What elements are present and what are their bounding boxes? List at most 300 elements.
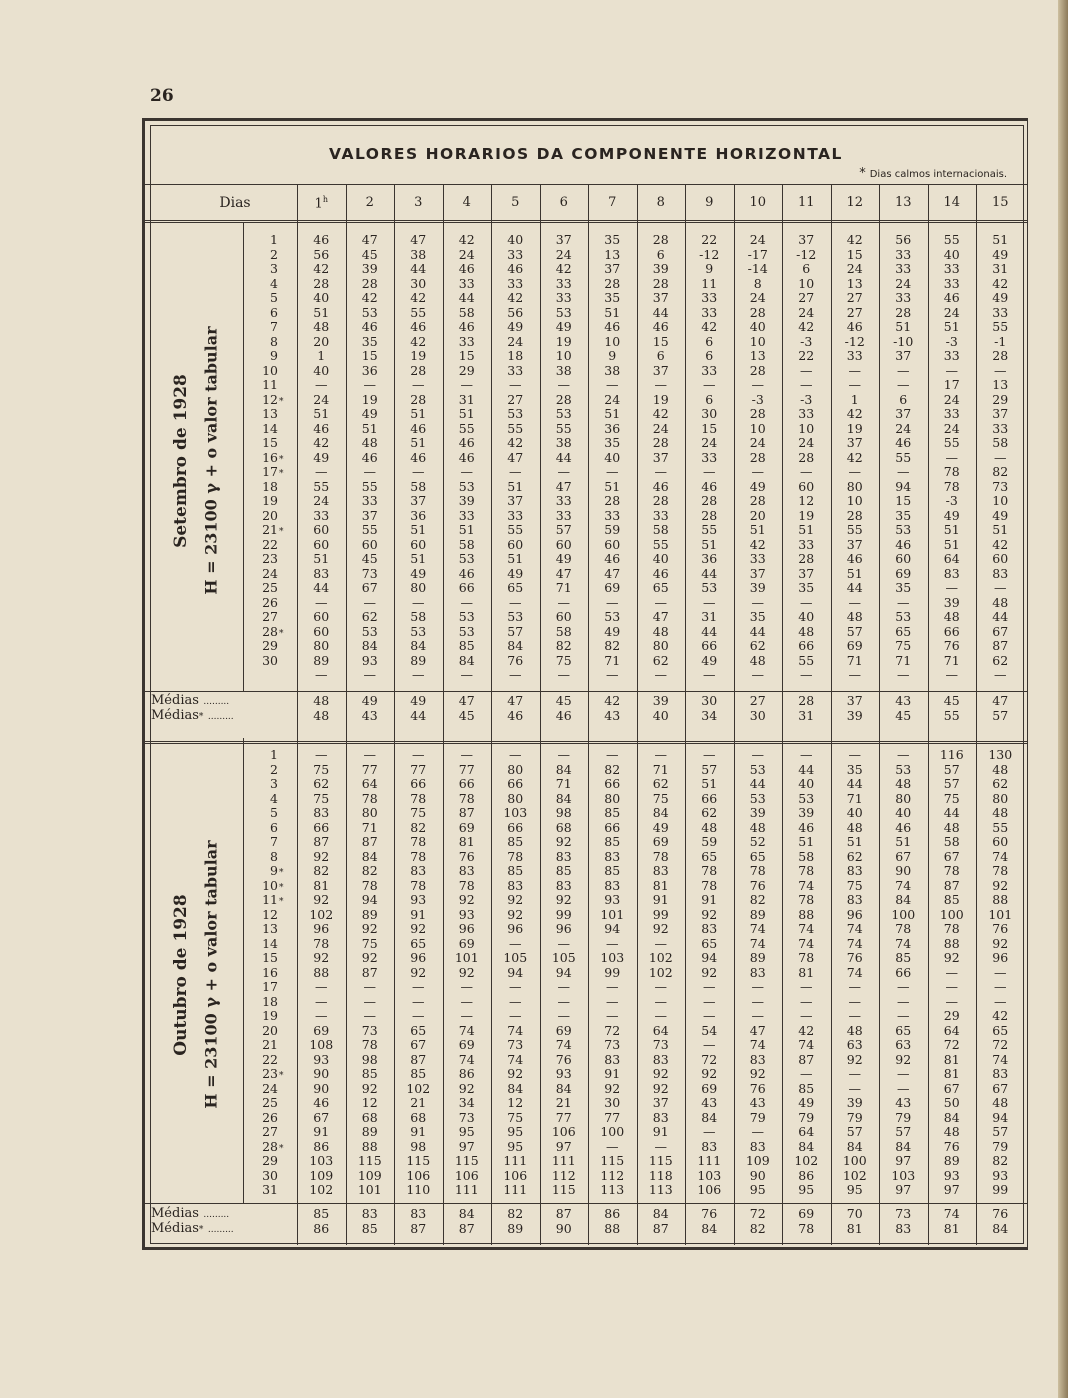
- value-cell: 51: [798, 834, 815, 849]
- value-cell: 67: [943, 848, 960, 864]
- value-cell: 24: [604, 391, 621, 407]
- value-cell: —: [897, 979, 910, 994]
- value-cell: 92: [846, 1051, 863, 1067]
- value-cell: 66: [507, 819, 524, 835]
- calm-day-star-icon: *: [279, 527, 284, 537]
- value-cell: -12: [699, 246, 720, 262]
- value-cell: 92: [701, 964, 718, 980]
- day-number: 10: [262, 877, 278, 893]
- medias-value-cell: 30: [701, 693, 718, 708]
- value-cell: 66: [701, 638, 718, 653]
- value-cell: —: [897, 594, 910, 610]
- value-cell: 96: [992, 950, 1009, 965]
- day-cell: [233, 777, 289, 792]
- table-row: [145, 364, 1027, 379]
- value-cell: 69: [895, 565, 912, 581]
- day-number: 4: [270, 275, 278, 291]
- value-cell: 55: [943, 232, 960, 247]
- value-cell: —: [994, 580, 1007, 595]
- value-cell: 62: [701, 805, 718, 820]
- value-cell: 46: [701, 478, 718, 494]
- value-cell: 100: [600, 1124, 625, 1139]
- value-cell: 49: [555, 319, 572, 334]
- value-cell: 97: [555, 1138, 572, 1154]
- value-cell: -14: [747, 261, 768, 276]
- value-cell: 75: [507, 1109, 524, 1125]
- value-cell: 92: [313, 950, 330, 965]
- value-cell: -1: [994, 333, 1007, 349]
- value-cell: 62: [992, 776, 1009, 791]
- day-number: 21: [262, 1037, 278, 1052]
- value-cell: 69: [313, 1022, 330, 1038]
- value-cell: 109: [357, 1167, 382, 1183]
- value-cell: 28: [749, 449, 766, 465]
- value-cell: 10: [555, 348, 572, 363]
- value-cell: 53: [798, 790, 815, 806]
- value-cell: —: [412, 464, 425, 479]
- header-hour: 8: [656, 195, 665, 210]
- value-cell: 37: [846, 536, 863, 552]
- value-cell: 75: [410, 805, 427, 820]
- table-row: [145, 1111, 1027, 1126]
- page-number: 26: [150, 86, 174, 106]
- value-cell: 33: [798, 536, 815, 552]
- value-cell: 76: [846, 950, 863, 965]
- value-cell: 39: [749, 805, 766, 820]
- value-cell: 65: [652, 580, 669, 595]
- value-cell: 92: [749, 1066, 766, 1081]
- value-cell: —: [800, 747, 813, 762]
- value-cell: 84: [507, 638, 524, 653]
- value-cell: —: [994, 667, 1007, 682]
- medias-value-cell: 83: [410, 1206, 427, 1221]
- medias-value-cell: 40: [652, 707, 669, 723]
- value-cell: 93: [458, 906, 475, 922]
- value-cell: 96: [555, 921, 572, 936]
- value-cell: 92: [313, 892, 330, 907]
- value-cell: 56: [507, 304, 524, 320]
- value-cell: 44: [410, 261, 427, 276]
- value-cell: 28: [555, 391, 572, 407]
- table-row: [145, 596, 1027, 611]
- value-cell: 60: [410, 536, 427, 552]
- value-cell: 58: [458, 536, 475, 552]
- value-cell: 42: [555, 261, 572, 276]
- value-cell: —: [848, 377, 861, 392]
- value-cell: —: [897, 667, 910, 682]
- day-number: 5: [270, 805, 278, 820]
- day-cell: [233, 1169, 289, 1184]
- value-cell: 42: [458, 232, 475, 247]
- value-cell: 76: [749, 1080, 766, 1096]
- value-cell: 49: [410, 565, 427, 581]
- calm-star-icon: *: [198, 1224, 204, 1235]
- value-cell: 57: [846, 623, 863, 639]
- day-cell: [233, 422, 289, 437]
- value-cell: 55: [652, 536, 669, 552]
- calm-days-note-text: Dias calmos internacionais.: [869, 169, 1007, 180]
- table-row: [145, 879, 1027, 894]
- value-cell: 33: [895, 261, 912, 276]
- table-row: [145, 610, 1027, 625]
- value-cell: 96: [458, 921, 475, 936]
- value-cell: 72: [701, 1051, 718, 1067]
- value-cell: 80: [507, 761, 524, 777]
- value-cell: 57: [846, 1124, 863, 1139]
- value-cell: 78: [943, 863, 960, 878]
- calm-days-note: [859, 166, 1007, 181]
- table-row: [145, 262, 1027, 277]
- value-cell: 62: [652, 776, 669, 791]
- value-cell: 24: [313, 391, 330, 407]
- table-row: [145, 937, 1027, 952]
- value-cell: 82: [313, 863, 330, 878]
- value-cell: 74: [749, 921, 766, 936]
- value-cell: —: [848, 464, 861, 479]
- value-cell: 46: [361, 449, 378, 465]
- value-cell: 44: [458, 290, 475, 305]
- value-cell: 80: [313, 638, 330, 653]
- value-cell: 82: [555, 638, 572, 653]
- value-cell: 47: [555, 478, 572, 494]
- medias-value-cell: 39: [652, 693, 669, 708]
- value-cell: 66: [895, 964, 912, 980]
- value-cell: 49: [749, 478, 766, 494]
- value-cell: 37: [749, 565, 766, 581]
- value-cell: 66: [507, 776, 524, 791]
- day-cell: [233, 538, 289, 553]
- medias-value-cell: 87: [555, 1206, 572, 1221]
- medias-value-cell: 76: [992, 1206, 1009, 1221]
- value-cell: —: [460, 979, 473, 994]
- value-cell: 44: [798, 761, 815, 777]
- medias-value-cell: 87: [410, 1220, 427, 1236]
- value-cell: 78: [701, 877, 718, 893]
- value-cell: 83: [604, 1051, 621, 1067]
- value-cell: —: [897, 362, 910, 378]
- value-cell: —: [994, 964, 1007, 980]
- value-cell: 56: [895, 232, 912, 247]
- value-cell: 29: [943, 1008, 960, 1023]
- value-cell: 24: [943, 420, 960, 436]
- medias-value-cell: 48: [313, 707, 330, 723]
- value-cell: 106: [454, 1167, 479, 1183]
- value-cell: 97: [943, 1182, 960, 1197]
- value-cell: 44: [652, 304, 669, 320]
- day-cell: [233, 581, 289, 596]
- value-cell: 74: [458, 1051, 475, 1067]
- value-cell: 109: [309, 1167, 334, 1183]
- page-edge: [1058, 0, 1068, 1398]
- value-cell: 48: [749, 819, 766, 835]
- day-number: 9: [270, 863, 278, 878]
- value-cell: 55: [992, 819, 1009, 835]
- table-row: [145, 763, 1027, 778]
- value-cell: 102: [842, 1167, 867, 1183]
- value-cell: 111: [503, 1153, 528, 1168]
- header-hour-unit: h: [322, 195, 328, 204]
- value-cell: —: [945, 993, 958, 1009]
- value-cell: 10: [749, 333, 766, 349]
- value-cell: 77: [361, 761, 378, 777]
- value-cell: 92: [992, 935, 1009, 951]
- value-cell: 53: [701, 580, 718, 595]
- value-cell: 15: [361, 348, 378, 363]
- value-cell: 73: [458, 1109, 475, 1125]
- value-cell: 10: [798, 420, 815, 436]
- day-cell: [233, 436, 289, 451]
- value-cell: 33: [992, 304, 1009, 320]
- value-cell: —: [945, 979, 958, 994]
- value-cell: 91: [410, 906, 427, 922]
- value-cell: 87: [943, 877, 960, 893]
- leader-dots: .........: [198, 697, 230, 707]
- value-cell: 51: [410, 551, 427, 566]
- value-cell: 116: [939, 747, 964, 762]
- table-frame: [142, 118, 1028, 1250]
- value-cell: 51: [313, 551, 330, 566]
- value-cell: 96: [846, 906, 863, 922]
- medias-value-cell: 55: [943, 707, 960, 723]
- value-cell: —: [848, 667, 861, 682]
- value-cell: 92: [652, 921, 669, 936]
- value-cell: 53: [458, 551, 475, 566]
- value-cell: 74: [749, 1037, 766, 1052]
- value-cell: —: [315, 464, 328, 479]
- value-cell: 48: [992, 805, 1009, 820]
- medias-value-cell: 42: [604, 693, 621, 708]
- calm-day-star-icon: *: [279, 882, 284, 893]
- value-cell: 51: [992, 232, 1009, 247]
- value-cell: 80: [361, 805, 378, 820]
- value-cell: 96: [313, 921, 330, 936]
- value-cell: 28: [749, 304, 766, 320]
- value-cell: 101: [600, 906, 625, 922]
- value-cell: 84: [458, 652, 475, 668]
- medias-value-cell: 45: [555, 693, 572, 708]
- value-cell: —: [848, 979, 861, 994]
- value-cell: 19: [555, 333, 572, 349]
- value-cell: 19: [410, 348, 427, 363]
- value-cell: 96: [507, 921, 524, 936]
- value-cell: 68: [555, 819, 572, 835]
- value-cell: 103: [503, 805, 528, 820]
- value-cell: 77: [555, 1109, 572, 1125]
- value-cell: 89: [749, 906, 766, 922]
- value-cell: 98: [555, 805, 572, 820]
- value-cell: 65: [895, 1022, 912, 1038]
- value-cell: 68: [410, 1109, 427, 1125]
- value-cell: 78: [652, 848, 669, 864]
- medias-value-cell: 87: [458, 1220, 475, 1236]
- value-cell: 73: [361, 1022, 378, 1038]
- value-cell: 74: [507, 1022, 524, 1038]
- value-cell: 74: [846, 964, 863, 980]
- value-cell: 73: [652, 1037, 669, 1052]
- value-cell: 28: [410, 362, 427, 378]
- value-cell: 57: [701, 761, 718, 777]
- value-cell: 53: [604, 609, 621, 624]
- table-row: [145, 1067, 1027, 1082]
- value-cell: 106: [503, 1167, 528, 1183]
- table-row: [145, 654, 1027, 669]
- value-cell: 106: [406, 1167, 431, 1183]
- value-cell: 51: [313, 304, 330, 320]
- value-cell: 109: [745, 1153, 770, 1168]
- value-cell: 24: [798, 435, 815, 450]
- value-cell: 28: [701, 507, 718, 523]
- table-row: [145, 451, 1027, 466]
- value-cell: 51: [458, 522, 475, 537]
- value-cell: 65: [701, 935, 718, 951]
- value-cell: 22: [798, 348, 815, 363]
- value-cell: 19: [798, 507, 815, 523]
- value-cell: —: [945, 667, 958, 682]
- value-cell: 46: [410, 449, 427, 465]
- value-cell: 42: [749, 536, 766, 552]
- day-cell: [233, 792, 289, 807]
- value-cell: 46: [313, 232, 330, 247]
- table-row: [145, 821, 1027, 836]
- value-cell: —: [557, 667, 570, 682]
- value-cell: 78: [361, 1037, 378, 1052]
- value-cell: 90: [895, 863, 912, 878]
- value-cell: 75: [313, 790, 330, 806]
- table-row: [145, 1154, 1027, 1169]
- value-cell: 51: [604, 478, 621, 494]
- medias-value-cell: 47: [507, 693, 524, 708]
- table-row: [145, 668, 1027, 683]
- header-top-rule: [145, 184, 1027, 185]
- value-cell: 84: [555, 790, 572, 806]
- value-cell: 78: [410, 877, 427, 893]
- value-cell: 46: [846, 551, 863, 566]
- value-cell: 44: [701, 623, 718, 639]
- value-cell: 74: [895, 935, 912, 951]
- value-cell: 112: [551, 1167, 576, 1183]
- value-cell: 28: [749, 493, 766, 508]
- table-row: [145, 1140, 1027, 1155]
- value-cell: 39: [749, 580, 766, 595]
- value-cell: 42: [798, 319, 815, 334]
- value-cell: 93: [313, 1051, 330, 1067]
- value-cell: 36: [604, 420, 621, 436]
- value-cell: 66: [604, 776, 621, 791]
- value-cell: 35: [604, 435, 621, 450]
- value-cell: 53: [361, 623, 378, 639]
- value-cell: 17: [943, 377, 960, 392]
- value-cell: 78: [507, 848, 524, 864]
- value-cell: 106: [697, 1182, 722, 1197]
- day-number: 27: [262, 1124, 278, 1139]
- value-cell: 103: [697, 1167, 722, 1183]
- value-cell: 90: [313, 1080, 330, 1096]
- value-cell: 103: [891, 1167, 916, 1183]
- formula-label: H = 23100 γ + o valor tabular: [201, 839, 221, 1109]
- value-cell: 60: [992, 834, 1009, 849]
- value-cell: 50: [943, 1095, 960, 1110]
- day-number: 3: [270, 261, 278, 276]
- value-cell: 60: [604, 536, 621, 552]
- value-cell: 46: [313, 420, 330, 436]
- value-cell: —: [800, 362, 813, 378]
- header-bottom-rule: [145, 220, 1027, 223]
- value-cell: —: [509, 979, 522, 994]
- day-cell: [233, 835, 289, 850]
- value-cell: 65: [410, 935, 427, 951]
- value-cell: 60: [507, 536, 524, 552]
- medias-value-cell: 84: [992, 1220, 1009, 1236]
- value-cell: 101: [988, 906, 1013, 922]
- value-cell: 53: [507, 609, 524, 624]
- value-cell: 37: [652, 1095, 669, 1110]
- value-cell: 21: [410, 1095, 427, 1110]
- value-cell: 78: [458, 790, 475, 806]
- value-cell: —: [315, 979, 328, 994]
- value-cell: 42: [652, 406, 669, 421]
- value-cell: 106: [551, 1124, 576, 1139]
- value-cell: 36: [410, 507, 427, 523]
- value-cell: 86: [313, 1138, 330, 1154]
- value-cell: —: [654, 1008, 667, 1023]
- day-number: 14: [262, 935, 278, 951]
- value-cell: 88: [361, 1138, 378, 1154]
- value-cell: 44: [313, 580, 330, 595]
- day-number: 31: [262, 1182, 278, 1197]
- table-row: [145, 1125, 1027, 1140]
- value-cell: —: [509, 464, 522, 479]
- value-cell: 10: [604, 333, 621, 349]
- value-cell: 33: [361, 493, 378, 508]
- medias-value-cell: 46: [507, 707, 524, 723]
- value-cell: —: [994, 979, 1007, 994]
- day-cell: [233, 748, 289, 763]
- table-row: [145, 922, 1027, 937]
- value-cell: 74: [895, 877, 912, 893]
- value-cell: 53: [749, 790, 766, 806]
- value-cell: 8: [753, 275, 762, 291]
- day-cell: [233, 610, 289, 625]
- value-cell: 24: [895, 420, 912, 436]
- value-cell: 94: [992, 1109, 1009, 1125]
- value-cell: 78: [313, 935, 330, 951]
- value-cell: —: [703, 747, 716, 762]
- value-cell: 48: [846, 819, 863, 835]
- value-cell: 69: [652, 834, 669, 849]
- value-cell: 59: [604, 522, 621, 537]
- value-cell: 108: [309, 1037, 334, 1052]
- value-cell: 34: [458, 1095, 475, 1110]
- month-label: Outubro de 1928: [171, 893, 191, 1056]
- value-cell: 42: [313, 435, 330, 450]
- value-cell: —: [800, 594, 813, 610]
- header-hour: [297, 195, 346, 211]
- value-cell: 66: [604, 819, 621, 835]
- value-cell: 89: [361, 1124, 378, 1139]
- medias-value-cell: 70: [846, 1206, 863, 1221]
- value-cell: 80: [410, 580, 427, 595]
- value-cell: —: [606, 993, 619, 1009]
- table-row: [145, 523, 1027, 538]
- value-cell: 83: [701, 1138, 718, 1154]
- value-cell: 28: [652, 493, 669, 508]
- value-cell: 102: [794, 1153, 819, 1168]
- value-cell: 24: [652, 420, 669, 436]
- value-cell: 37: [895, 348, 912, 363]
- value-cell: 90: [749, 1167, 766, 1183]
- value-cell: 53: [361, 304, 378, 320]
- medias-row: [145, 1207, 1027, 1222]
